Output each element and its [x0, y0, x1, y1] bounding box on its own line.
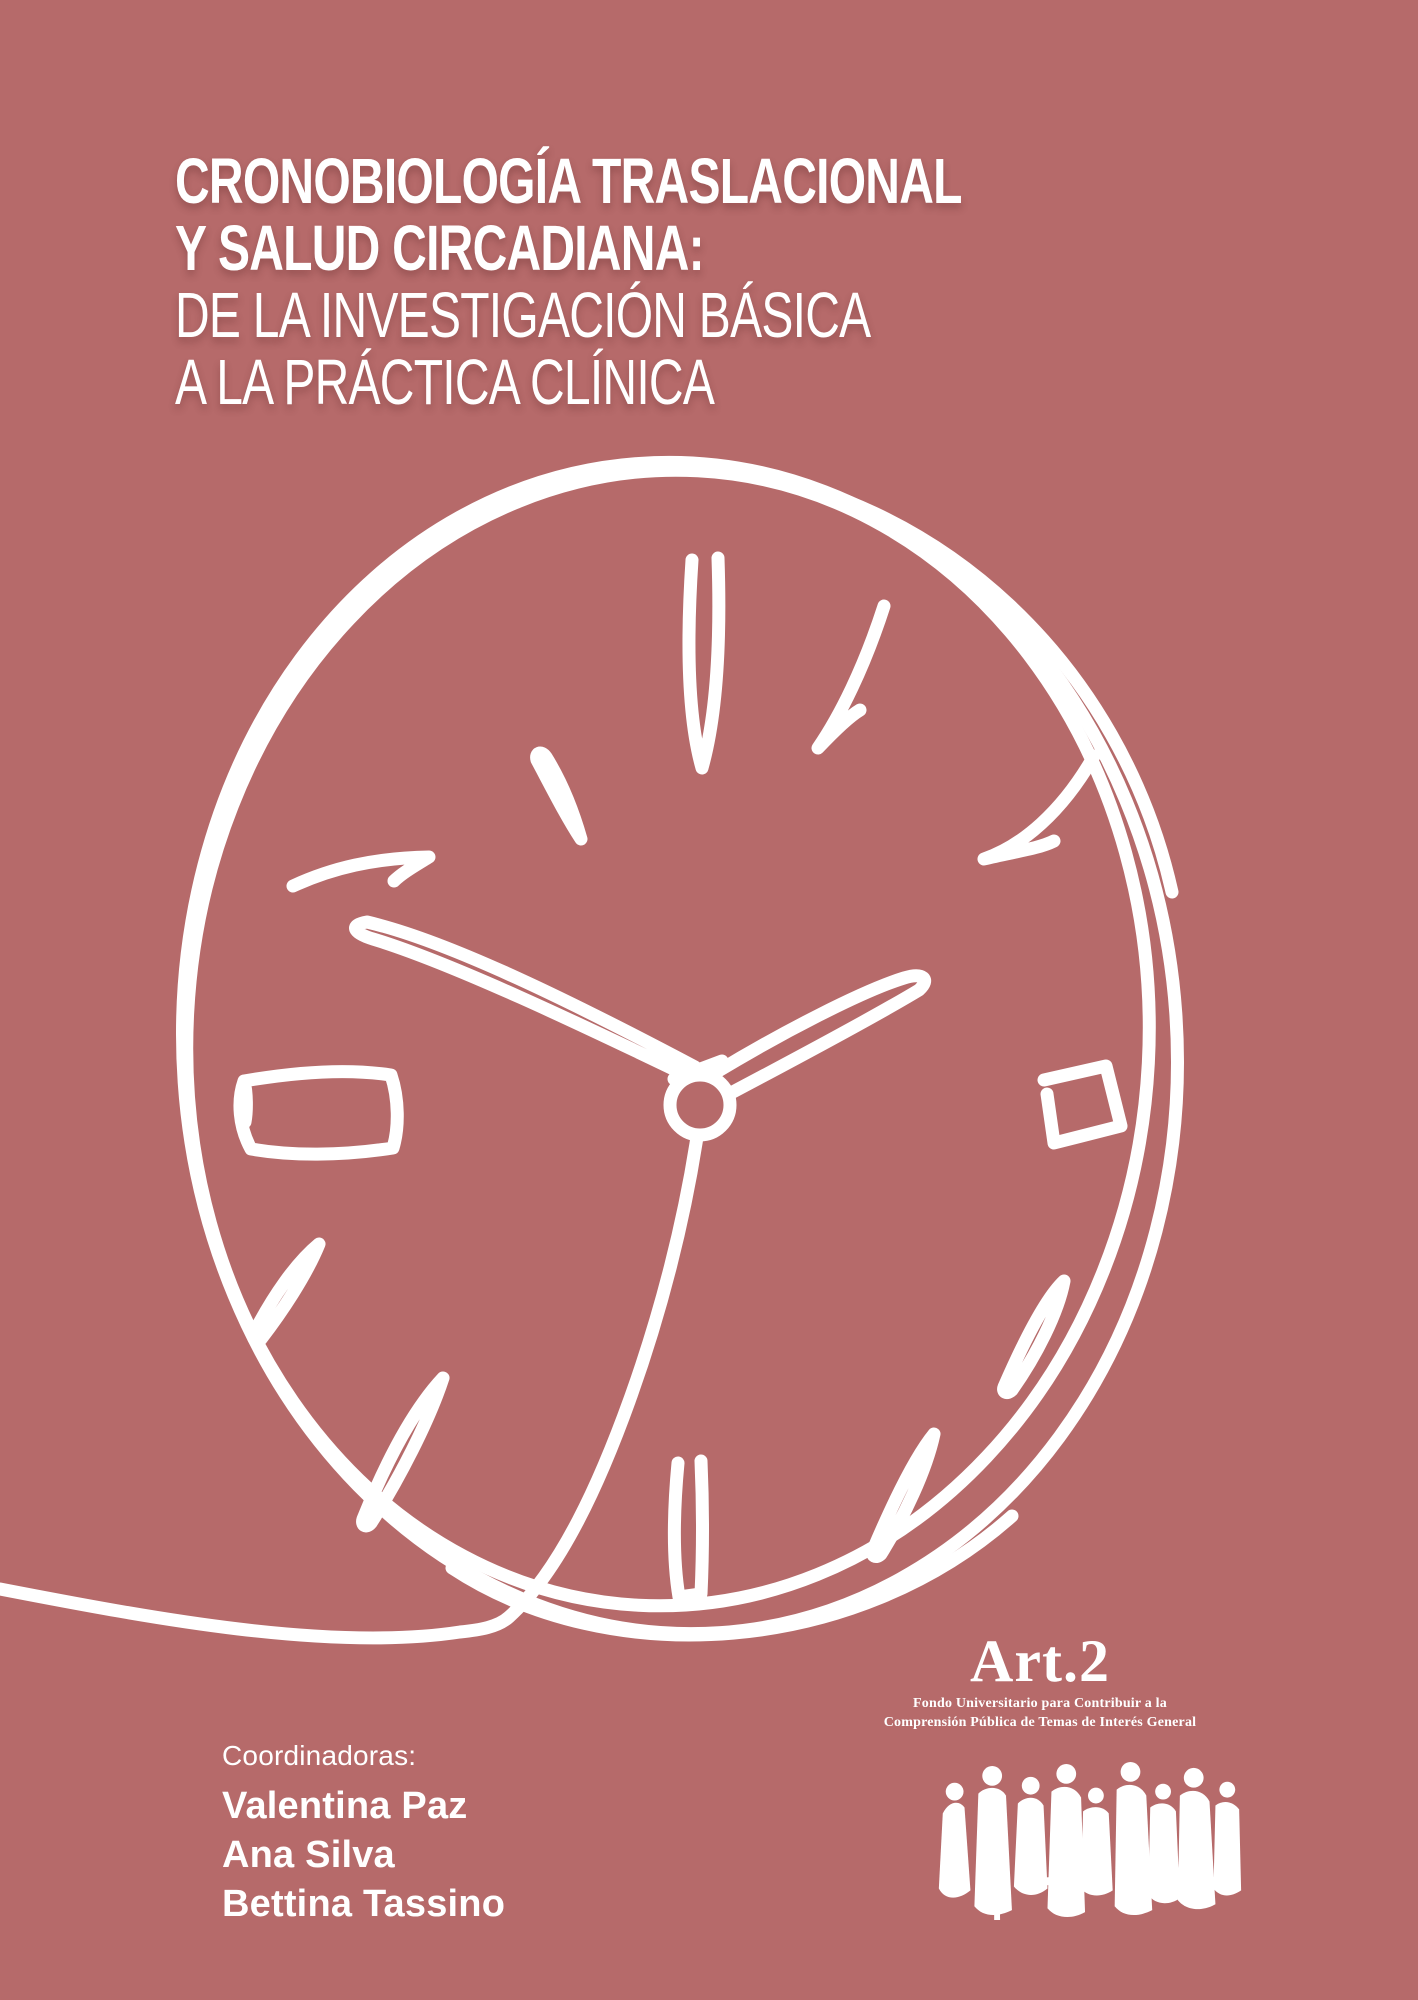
title-line-1: CRONOBIOLOGÍA TRASLACIONAL: [175, 145, 962, 217]
coordinators-block: [222, 1740, 505, 1929]
coordinators-label: Coordinadoras:: [222, 1740, 417, 1771]
title-line-4: A LA PRÁCTICA CLÍNICA: [175, 346, 715, 418]
minute-hand: [715, 976, 925, 1093]
crowd-silhouette-icon: [932, 1762, 1244, 1925]
clock-tail-line: [0, 1137, 697, 1638]
publisher-tagline-line-1: Fondo Universitario para Contribuir a la: [913, 1696, 1167, 1711]
art2-logo: Art.2: [970, 1628, 1110, 1694]
coordinator-name: Ana Silva: [222, 1834, 395, 1876]
coordinator-name: Valentina Paz: [222, 1785, 468, 1827]
publisher-tagline-line-2: Comprensión Pública de Temas de Interés General: [883, 1715, 1197, 1730]
title-line-3: DE LA INVESTIGACIÓN BÁSICA: [175, 279, 871, 351]
publisher-block: [860, 1630, 1220, 1730]
hour-hand: [356, 922, 695, 1076]
cover-title: [175, 145, 962, 418]
clock-hands: [356, 922, 925, 1135]
coordinator-name: Bettina Tassino: [222, 1883, 506, 1925]
coordinators-names: [222, 1782, 505, 1929]
title-line-2: Y SALUD CIRCADIANA:: [175, 212, 704, 284]
